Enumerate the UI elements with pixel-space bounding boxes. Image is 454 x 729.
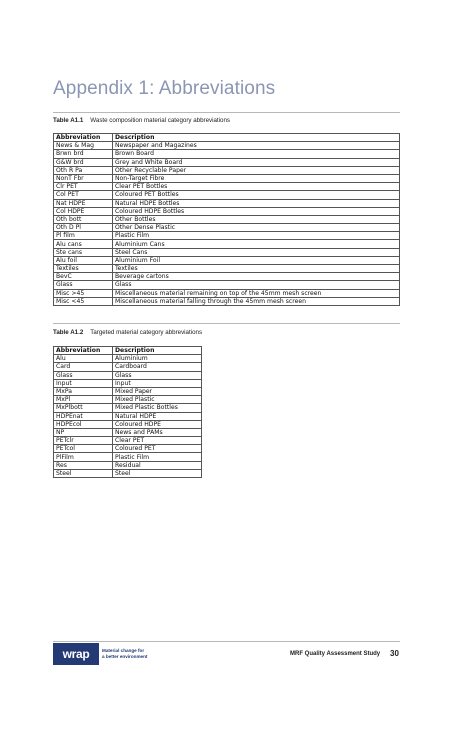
footer-tagline (102, 648, 147, 659)
tagline-line-1: Material change for (102, 648, 145, 653)
table-row (54, 379, 202, 387)
description-cell: Plastic Film (113, 453, 202, 461)
abbreviation-cell: BevC (54, 273, 113, 281)
abbreviations-table-waste (53, 133, 400, 306)
table2-caption-text: Targeted material category abbreviations (90, 329, 203, 336)
description-cell: Natural HDPE (113, 412, 202, 420)
title-divider (53, 112, 400, 113)
table-row (54, 240, 400, 248)
table-row (54, 183, 400, 191)
abbreviation-cell: MxPa (54, 387, 113, 395)
table-row (54, 453, 202, 461)
description-cell: Miscellaneous material falling through the 45mm mesh screen (113, 297, 400, 305)
table-row (54, 289, 400, 297)
table-row (54, 387, 202, 395)
abbreviation-cell: Alu foil (54, 256, 113, 264)
description-cell: Glass (113, 281, 400, 289)
table-row (54, 445, 202, 453)
table1-caption-number: Table A1.1 (53, 117, 84, 124)
abbreviation-cell: NP (54, 428, 113, 436)
description-cell: Aluminium Foil (113, 256, 400, 264)
table-row (54, 199, 400, 207)
description-cell: Other Dense Plastic (113, 224, 400, 232)
description-cell: Clear PET Bottles (113, 183, 400, 191)
table-row (54, 174, 400, 182)
column-header-description: Description (113, 347, 202, 355)
abbreviation-cell: Res (54, 461, 113, 469)
table-row (54, 248, 400, 256)
description-cell: Mixed Plastic (113, 396, 202, 404)
section-divider (53, 323, 400, 324)
description-cell: Cardboard (113, 363, 202, 371)
description-cell: Newspaper and Magazines (113, 142, 400, 150)
abbreviation-cell: Oth R Pa (54, 166, 113, 174)
table-row (54, 158, 400, 166)
abbreviation-cell: Alu (54, 355, 113, 363)
abbreviation-cell: PETcol (54, 445, 113, 453)
table-row (54, 461, 202, 469)
abbreviation-cell: PlFilm (54, 453, 113, 461)
abbreviation-cell: Glass (54, 281, 113, 289)
description-cell: Other Bottles (113, 215, 400, 223)
description-cell: Aluminium (113, 355, 202, 363)
abbreviation-cell: Textiles (54, 265, 113, 273)
abbreviation-cell: HDPEcol (54, 420, 113, 428)
table-row (54, 297, 400, 305)
description-cell: Brown Board (113, 150, 400, 158)
abbreviation-cell: HDPEnat (54, 412, 113, 420)
column-header-description: Description (113, 134, 400, 142)
table-row (54, 273, 400, 281)
table-row (54, 469, 202, 477)
table-row (54, 355, 202, 363)
description-cell: Clear PET (113, 437, 202, 445)
abbreviation-cell: Misc >45 (54, 289, 113, 297)
description-cell: Miscellaneous material remaining on top of the 45mm mesh screen (113, 289, 400, 297)
abbreviation-cell: Input (54, 379, 113, 387)
abbreviation-cell: Pl film (54, 232, 113, 240)
table-row (54, 420, 202, 428)
abbreviation-cell: Steel (54, 469, 113, 477)
abbreviation-cell: Oth bott (54, 215, 113, 223)
abbreviation-cell: PETclr (54, 437, 113, 445)
table-row (54, 142, 400, 150)
description-cell: Non-Target Fibre (113, 174, 400, 182)
table-row (54, 396, 202, 404)
abbreviation-cell: Nat HDPE (54, 199, 113, 207)
description-cell: Other Recyclable Paper (113, 166, 400, 174)
table2-caption-number: Table A1.2 (53, 329, 84, 336)
abbreviations-table-targeted (53, 346, 202, 478)
table-row (54, 428, 202, 436)
description-cell: Coloured PET Bottles (113, 191, 400, 199)
table-row (54, 191, 400, 199)
page-title: Appendix 1: Abbreviations (53, 78, 276, 99)
description-cell: Steel Cans (113, 248, 400, 256)
table-row (54, 224, 400, 232)
description-cell: Beverage cartons (113, 273, 400, 281)
description-cell: Steel (113, 469, 202, 477)
description-cell: Textiles (113, 265, 400, 273)
description-cell: Natural HDPE Bottles (113, 199, 400, 207)
description-cell: Mixed Plastic Bottles (113, 404, 202, 412)
description-cell: Input (113, 379, 202, 387)
abbreviation-cell: MxPl (54, 396, 113, 404)
description-cell: Grey and White Board (113, 158, 400, 166)
table-row (54, 215, 400, 223)
page-number: 30 (390, 649, 399, 658)
footer-document-title: MRF Quality Assessment Study (290, 651, 381, 657)
table-row (54, 404, 202, 412)
description-cell: Aluminium Cans (113, 240, 400, 248)
abbreviation-cell: Alu cans (54, 240, 113, 248)
tagline-line-2: a better environment (102, 653, 148, 659)
abbreviation-cell: News & Mag (54, 142, 113, 150)
column-header-abbreviation: Abbreviation (54, 347, 113, 355)
table1-caption (53, 117, 230, 124)
description-cell: Coloured PET (113, 445, 202, 453)
abbreviation-cell: NonT Fbr (54, 174, 113, 182)
table-row (54, 166, 400, 174)
table1-caption-text: Waste composition material category abbreviations (90, 117, 231, 124)
footer-divider (53, 641, 400, 642)
table-row (54, 207, 400, 215)
table-header-row (54, 347, 202, 355)
abbreviation-cell: Col PET (54, 191, 113, 199)
abbreviation-cell: Clr PET (54, 183, 113, 191)
wrap-logo (53, 643, 99, 665)
table-row (54, 437, 202, 445)
column-header-abbreviation: Abbreviation (54, 134, 113, 142)
description-cell: News and PAMs (113, 428, 202, 436)
description-cell: Coloured HDPE (113, 420, 202, 428)
description-cell: Glass (113, 371, 202, 379)
table-row (54, 256, 400, 264)
table-header-row (54, 134, 400, 142)
table-row (54, 412, 202, 420)
abbreviation-cell: Card (54, 363, 113, 371)
table-row (54, 150, 400, 158)
abbreviation-cell: G&W brd (54, 158, 113, 166)
abbreviation-cell: Ste cans (54, 248, 113, 256)
description-cell: Coloured HDPE Bottles (113, 207, 400, 215)
table2-caption (53, 329, 202, 336)
description-cell: Plastic Film (113, 232, 400, 240)
abbreviation-cell: Oth D Pl (54, 224, 113, 232)
table-row (54, 371, 202, 379)
wrap-logo-text: wrap (62, 647, 90, 661)
table-row (54, 265, 400, 273)
abbreviation-cell: Misc <45 (54, 297, 113, 305)
description-cell: Residual (113, 461, 202, 469)
abbreviation-cell: Glass (54, 371, 113, 379)
table-row (54, 232, 400, 240)
abbreviation-cell: Col HDPE (54, 207, 113, 215)
description-cell: Mixed Paper (113, 387, 202, 395)
table-row (54, 363, 202, 371)
abbreviation-cell: MxPlbott (54, 404, 113, 412)
table-row (54, 281, 400, 289)
abbreviation-cell: Brwn brd (54, 150, 113, 158)
